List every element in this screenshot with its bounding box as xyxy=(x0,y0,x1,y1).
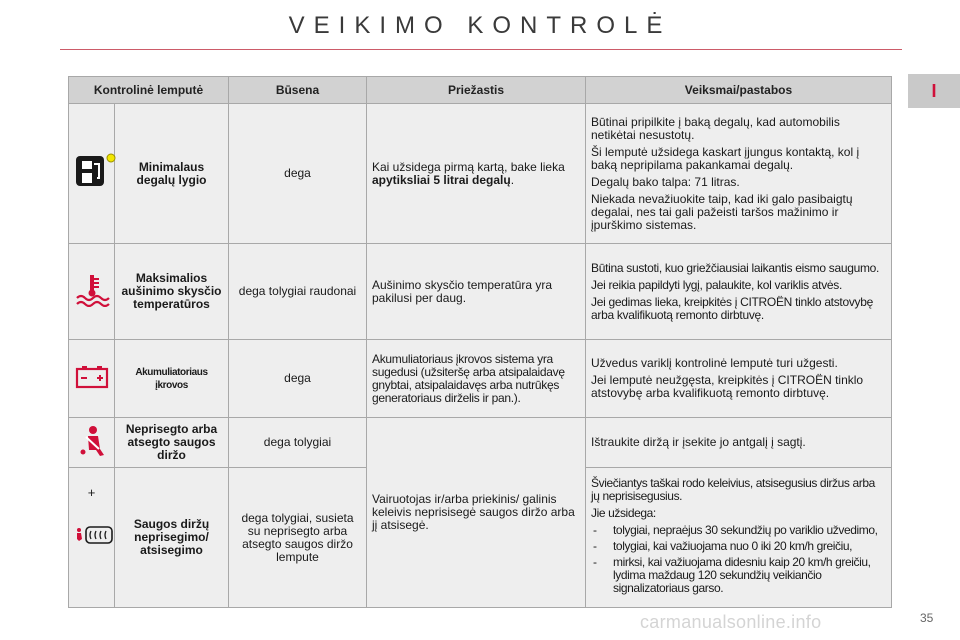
fuel-lamp-name: Minimalaus degalų lygio xyxy=(115,104,229,244)
battery-cause: Akumuliatoriaus įkrovos sistema yra sugedusi (užsiteršę arba atsipalaidavę gnybtai, atsipalaidavęs arba nutrūkęs generatoriaus dirželis ir pan.). xyxy=(367,340,586,418)
fuel-action-3: Degalų bako talpa: 71 litras. xyxy=(591,174,740,189)
warning-lamp-table xyxy=(68,76,892,608)
seatbelt-icon-cell xyxy=(69,418,115,468)
table-row-coolant xyxy=(69,244,892,340)
page-title: VEIKIMO KONTROLĖ xyxy=(288,12,672,39)
battery-icon xyxy=(75,365,109,389)
chapter-tab[interactable]: I xyxy=(908,74,960,108)
fuel-pump-icon xyxy=(74,152,118,192)
fuel-cause-end: . xyxy=(510,172,515,187)
seatbelt-display-intro: Šviečiantys taškai rodo keleivius, atsisegusius diržus arba jų neprisisegusius. xyxy=(591,476,875,503)
table-row-battery xyxy=(69,340,892,418)
seatbelt-display-if: Jie užsidega: xyxy=(591,506,656,520)
coolant-action-2: Jei reikia papildyti lygį, palaukite, kol variklis atvės. xyxy=(591,277,843,292)
battery-icon-cell xyxy=(69,340,115,418)
header-cause: Priežastis xyxy=(367,77,586,104)
seatbelt-lamp-name: Neprisegto arba atsegto saugos diržo xyxy=(115,418,229,468)
coolant-actions xyxy=(586,244,892,340)
fuel-action-1: Būtinai pripilkite į baką degalų, kad automobilis netikėtai nesustotų. xyxy=(591,114,840,142)
table-header-row xyxy=(69,77,892,104)
fuel-icon-cell xyxy=(69,104,115,244)
coolant-action-1: Būtina sustoti, kuo griežčiausiai laikantis eismo saugumo. xyxy=(591,260,880,275)
coolant-icon-cell xyxy=(69,244,115,340)
coolant-state: dega tolygiai raudonai xyxy=(229,244,367,340)
coolant-lamp-name: Maksimalios aušinimo skysčio temperatūros xyxy=(115,244,229,340)
title-divider xyxy=(60,49,902,50)
table-row-seatbelt xyxy=(69,418,892,468)
battery-state: dega xyxy=(229,340,367,418)
list-item: - tolygiai, kai važiuojama nuo 0 iki 20 km/h greičiu, xyxy=(591,540,886,553)
watermark: carmanualsonline.info xyxy=(640,612,822,632)
coolant-action-3: Jei gedimas lieka, kreipkitės į CITROËN tinklo atstovybę arba kvalifikuotą remonto dirbtuvę. xyxy=(591,294,873,322)
seatbelt-display-icon-cell xyxy=(69,468,115,608)
header-state: Būsena xyxy=(229,77,367,104)
seatbelt-actions: Ištraukite diržą ir įsekite jo antgalį į sagtį. xyxy=(586,418,892,468)
fuel-cause-text: Kai užsidega pirmą kartą, bake lieka xyxy=(372,159,565,174)
header-actions: Veiksmai/pastabos xyxy=(586,77,892,104)
page-number: 35 xyxy=(920,611,934,625)
battery-action-1: Užvedus variklį kontrolinė lemputė turi užgesti. xyxy=(591,356,838,370)
fuel-action-2: Ši lemputė užsidega kaskart įjungus kontaktą, kol į baką nepripilama pakankamai degalų. xyxy=(591,144,860,172)
list-item: - tolygiai, nepraėjus 30 sekundžių po variklio užvedimo, xyxy=(591,524,886,537)
coolant-cause: Aušinimo skysčio temperatūra yra pakilusi per daug. xyxy=(367,244,586,340)
seatbelt-display-actions xyxy=(586,468,892,608)
list-item: - mirksi, kai važiuojama didesniu kaip 20 km/h greičiu, lydima maždaug 120 sekundžių veikiančio signalizatoriaus garso. xyxy=(591,556,886,595)
header-lamp: Kontrolinė lemputė xyxy=(69,77,229,104)
seatbelt-display-icon xyxy=(74,525,114,545)
battery-action-2: Jei lemputė neužgęsta, kreipkitės į CITROËN tinklo atstovybę arba kvalifikuotą remonto dirbtuvę. xyxy=(591,373,864,400)
seatbelt-display-bullets xyxy=(591,524,886,595)
coolant-temperature-icon xyxy=(74,273,110,307)
seatbelt-display-state: dega tolygiai, susieta su neprisegto arba atsegto saugos diržo lempute xyxy=(229,468,367,608)
seatbelt-icon xyxy=(77,425,107,457)
seatbelt-state: dega tolygiai xyxy=(229,418,367,468)
plus-sign: + xyxy=(87,485,96,500)
seatbelt-cause: Vairuotojas ir/arba priekinis/ galinis keleivis neprisisegė saugos diržo arba jį atsisegė. xyxy=(367,418,586,608)
table-row-fuel xyxy=(69,104,892,244)
seatbelt-display-lamp-name: Saugos diržų neprisegimo/ atsisegimo xyxy=(115,468,229,608)
fuel-action-4: Niekada nevažiuokite taip, kad iki galo pasibaigtų degalai, nes tai gali pažeisti taršos mažinimo ir įpurškimo sistemas. xyxy=(591,191,853,232)
fuel-cause xyxy=(367,104,586,244)
battery-lamp-name: Akumuliatoriaus įkrovos xyxy=(115,340,229,418)
battery-actions xyxy=(586,340,892,418)
fuel-state: dega xyxy=(229,104,367,244)
fuel-actions xyxy=(586,104,892,244)
fuel-cause-bold: apytiksliai 5 litrai degalų xyxy=(372,172,511,187)
